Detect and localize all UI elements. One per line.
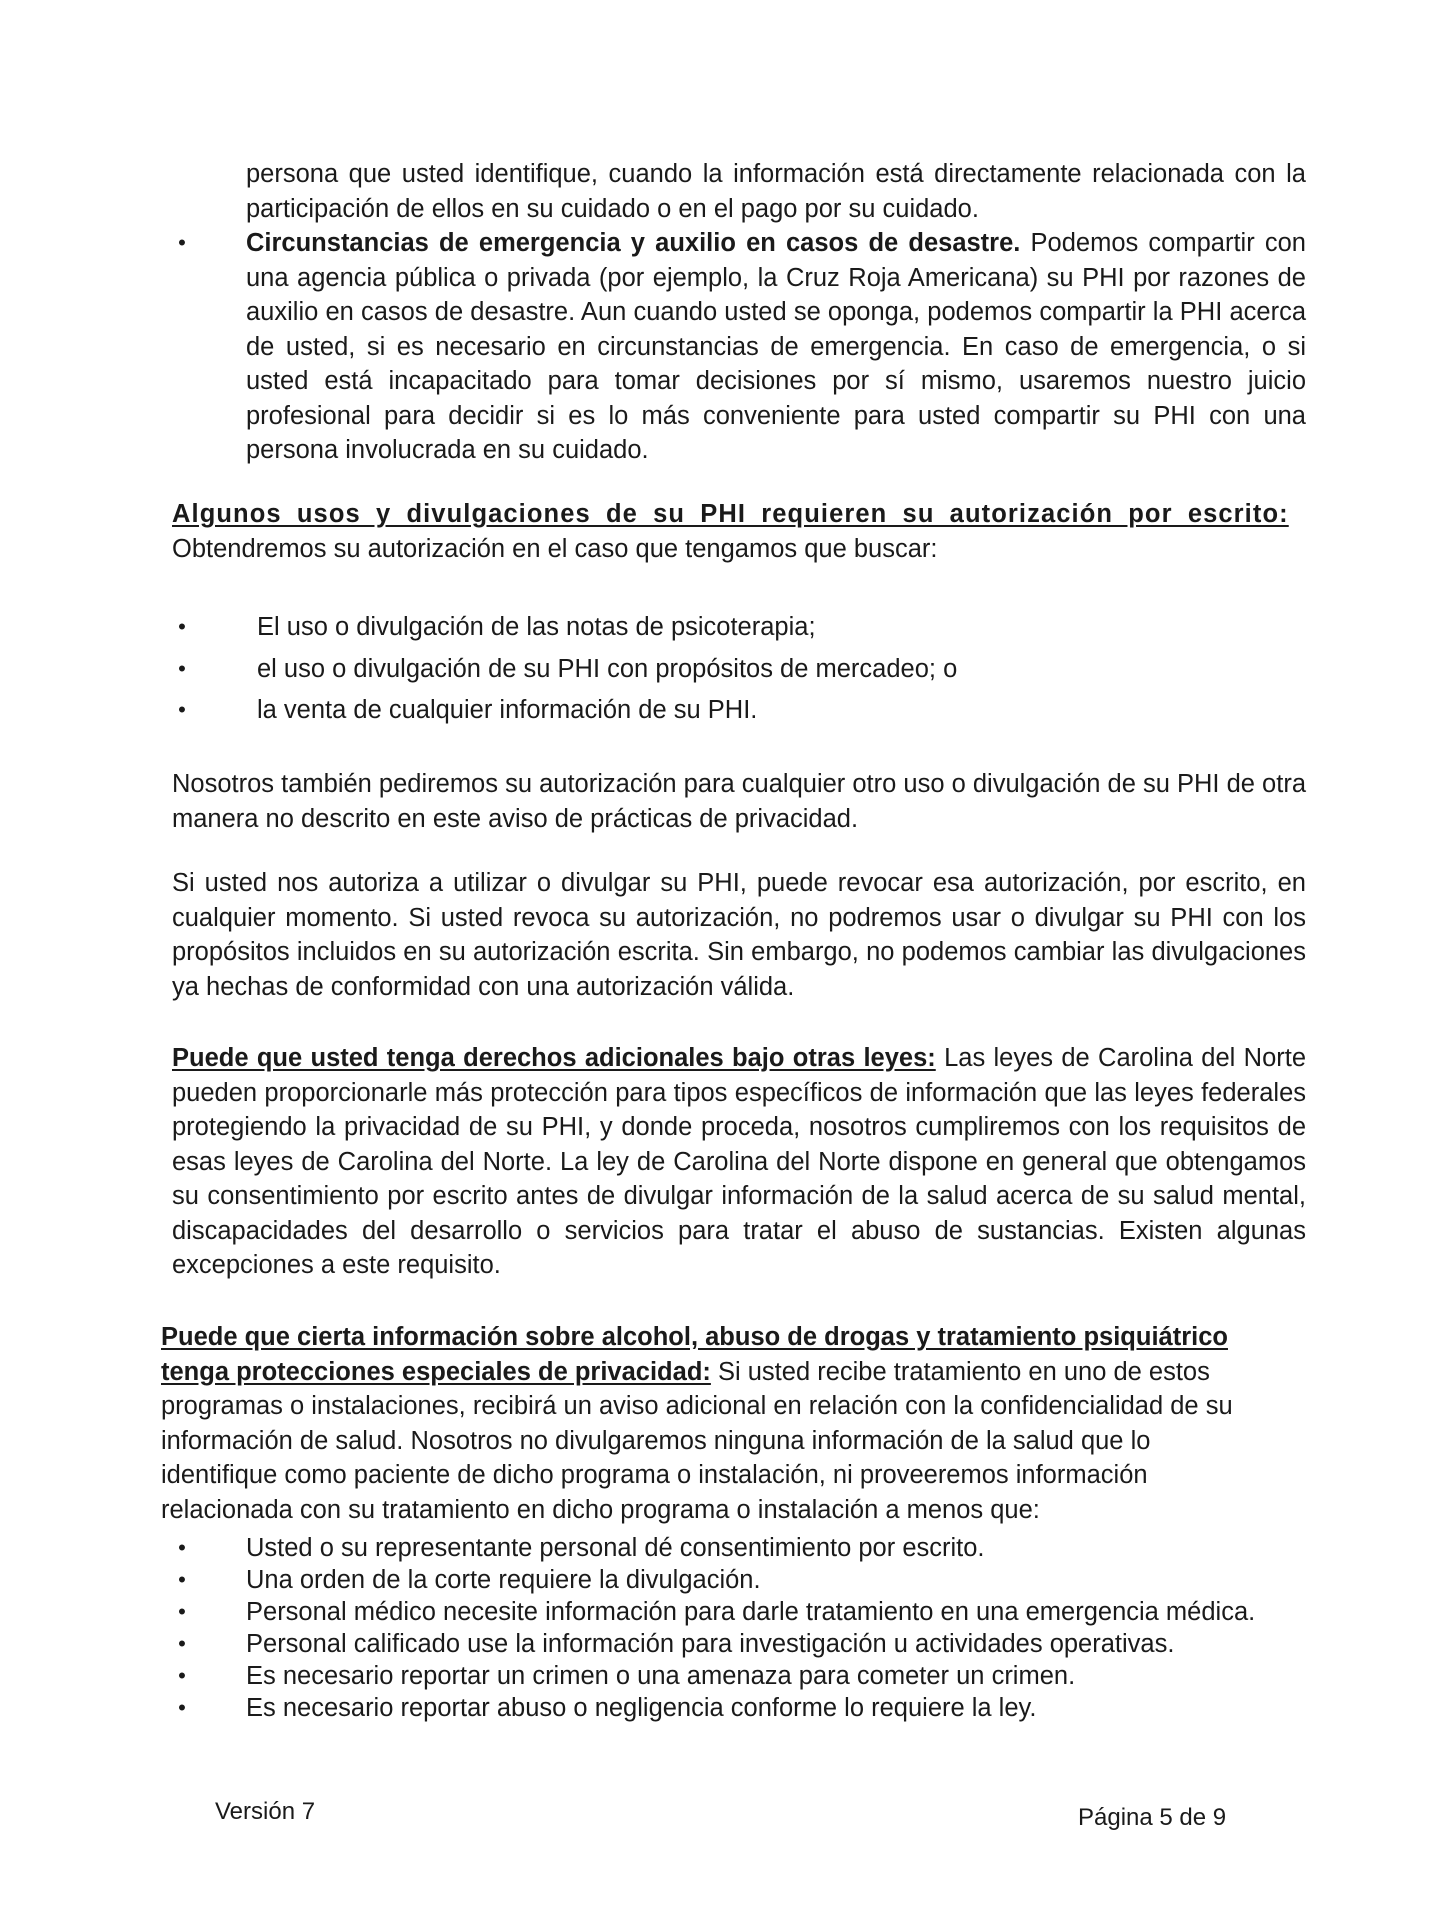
continuation-paragraph — [246, 157, 1306, 226]
bullet-icon: • — [178, 1631, 186, 1656]
bullet-icon: • — [178, 1663, 186, 1688]
special-protections-item-text: Es necesario reportar abuso o negligencia conforme lo requiere la ley. — [246, 1694, 1037, 1722]
special-protections-item-text: Personal calificado use la información para investigación u actividades operativas. — [246, 1630, 1175, 1658]
authorization-intro: Obtendremos su autorización en el caso que tengamos que buscar: — [172, 534, 938, 563]
bullet-icon: • — [178, 614, 186, 639]
authorization-section — [172, 497, 1306, 566]
authorization-item-text: El uso o divulgación de las notas de psicoterapia; — [257, 613, 816, 641]
authorization-para2-text: Si usted nos autoriza a utilizar o divulgar su PHI, puede revocar esa autorización, por escrito, en cualquier momento. Si usted revoca su autorización, no podremos usar o divulgar su PHI con los propósitos incluidos en su autorización escrita. Sin embargo, no podemos cambiar las divulgaciones ya hechas de conformidad con una autorización válida. — [172, 869, 1306, 1001]
special-protections-paragraph — [161, 1320, 1271, 1527]
emergency-heading: Circunstancias de emergencia y auxilio en casos de desastre — [246, 229, 1014, 257]
bullet-icon: • — [178, 1599, 186, 1624]
authorization-paragraph-1 — [172, 767, 1306, 836]
bullet-icon: • — [178, 230, 186, 255]
additional-rights-body: Las leyes de Carolina del Norte pueden proporcionarle más protección para tipos específicos de información que las leyes federales protegiendo la privacidad de su PHI, y donde proceda, nosotros cumpliremos con los requisitos de esas leyes de Carolina del Norte. La ley de Carolina del Norte dispone en general que obtengamos su consentimiento por escrito antes de divulgar información de la salud acerca de su salud mental, discapacidades del desarrollo o servicios para tratar el abuso de sustancias. Existen algunas excepciones a este requisito. — [172, 1044, 1307, 1279]
special-protections-heading: Puede que cierta información sobre alcohol, abuso de drogas y tratamiento psiquiátrico tenga protecciones especiales de privacidad: — [161, 1323, 1228, 1386]
authorization-paragraph-2 — [172, 866, 1306, 1004]
footer-page-number: Página 5 de 9 — [1078, 1804, 1227, 1831]
special-protections-item-text: Una orden de la corte requiere la divulgación. — [246, 1566, 761, 1594]
additional-rights-heading: Puede que usted tenga derechos adicionales bajo otras leyes: — [172, 1044, 936, 1072]
special-protections-item-text: Es necesario reportar un crimen o una amenaza para cometer un crimen. — [246, 1662, 1076, 1690]
bullet-icon: • — [178, 1695, 186, 1720]
emergency-paragraph — [246, 226, 1306, 468]
bullet-icon: • — [178, 656, 186, 681]
additional-rights-paragraph — [172, 1041, 1306, 1283]
authorization-heading: Algunos usos y divulgaciones de su PHI requieren su autorización por escrito: — [172, 500, 1289, 528]
special-protections-body: Si usted recibe tratamiento en uno de estos programas o instalaciones, recibirá un aviso adicional en relación con la confidencialidad de su información de salud. Nosotros no divulgaremos ninguna información de la salud que lo identifique como paciente de dicho programa o instalación, ni proveeremos información relacionada con su tratamiento en dicho programa o instalación a menos que: — [161, 1357, 1233, 1524]
authorization-para1-text: Nosotros también pediremos su autorización para cualquier otro uso o divulgación de su PHI de otra manera no descrito en este aviso de prácticas de privacidad. — [172, 770, 1306, 833]
special-protections-item-text: Usted o su representante personal dé consentimiento por escrito. — [246, 1534, 985, 1562]
continuation-text: persona que usted identifique, cuando la información está directamente relacionada con la participación de ellos en su cuidado o en el pago por su cuidado. — [246, 160, 1306, 223]
bullet-icon: • — [178, 697, 186, 722]
emergency-heading-period: . — [1013, 229, 1021, 257]
special-protections-item-text: Personal médico necesite información para darle tratamiento en una emergencia médica. — [246, 1598, 1256, 1626]
bullet-icon: • — [178, 1567, 186, 1592]
authorization-item-text: el uso o divulgación de su PHI con propósitos de mercadeo; o — [257, 655, 958, 683]
footer-version: Versión 7 — [215, 1798, 316, 1825]
bullet-icon: • — [178, 1535, 186, 1560]
emergency-body: Podemos compartir con una agencia pública o privada (por ejemplo, la Cruz Roja Americana) su PHI por razones de auxilio en casos de desastre. Aun cuando usted se oponga, podemos compartir la PHI acerca de usted, si es necesario en circunstancias de emergencia. En caso de emergencia, o si usted está incapacitado para tomar decisiones por sí mismo, usaremos nuestro juicio profesional para decidir si es lo más conveniente para usted compartir su PHI con una persona involucrada en su cuidado. — [246, 229, 1306, 464]
authorization-item-text: la venta de cualquier información de su PHI. — [257, 696, 758, 724]
